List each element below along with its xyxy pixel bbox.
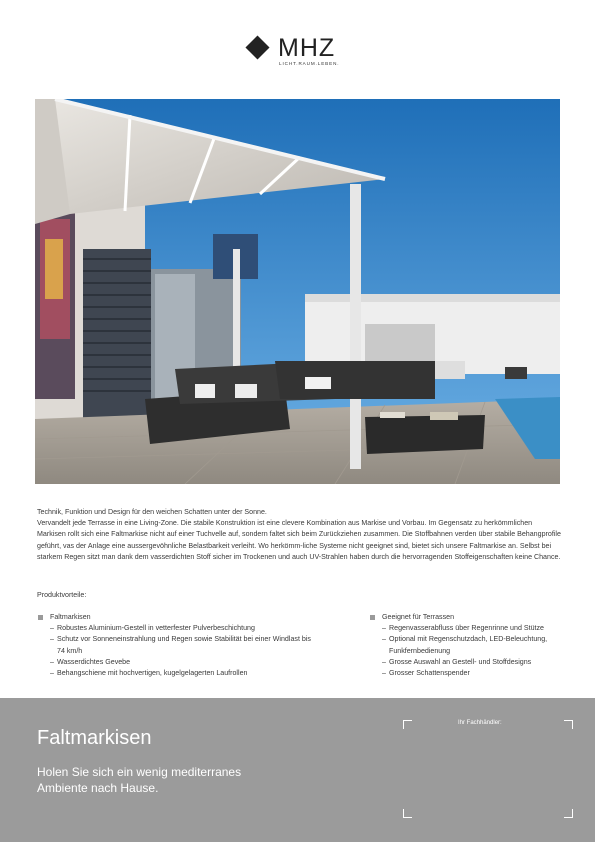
list-item: – Grosser Schattenspender bbox=[382, 668, 579, 679]
list-item: – Optional mit Regenschutzdach, LED-Beleuchtung, Funkfernbedienung bbox=[382, 634, 579, 656]
advantages-left-column bbox=[37, 612, 327, 679]
intro-text bbox=[37, 507, 562, 563]
brand-tagline: LICHT.RAUM.LEBEN. bbox=[279, 61, 340, 66]
brand-logo bbox=[246, 36, 356, 70]
square-bullet-icon bbox=[370, 615, 375, 620]
list-item: – Grosse Auswahl an Gestell- und Stoffdesigns bbox=[382, 657, 579, 668]
diamond-logo-icon bbox=[245, 35, 269, 59]
corner-mark bbox=[403, 809, 412, 818]
intro-body: Vervandelt jede Terrasse in eine Living-Zone. Die stabile Konstruktion ist eine clevere Kombination aus Markise und Vorbau. Im Gegensatz zu herkömmlichen Markisen rollt sich eine Faltmarkise nicht auf einer Tuchvelle auf, sondern faltet sich beim Zurückziehen zusammen. Die Stoffbahnen verden über stabile Behangprofile geführt, vas der Anlage eine aussergevöhnliche Belastbarkeit verleiht. Wo herkömm-liche Systeme nicht geeignet sind, bietet sich unsere Faltmarkise an. Selbst bei starkem Regen sitzt man dank dem vasserdichten Stoff sicher im Trockenen und auch UV-Strahlen haben durch die hervorragenden Stoffeigenschaften keine Chance. bbox=[37, 519, 561, 561]
advantages-right-column bbox=[369, 612, 579, 679]
corner-mark bbox=[564, 809, 573, 818]
dealer-label: Ihr Fachhändler: bbox=[458, 720, 502, 726]
advantages-title: Produktvorteile: bbox=[37, 591, 87, 599]
list-item: – Behangschiene mit hochvertigen, kugelgelagerten Laufrollen bbox=[50, 668, 327, 679]
list-item: – Regenvasserabfluss über Regenrinne und Stütze bbox=[382, 623, 579, 634]
hero-photo bbox=[35, 99, 560, 484]
list-item: – Schutz vor Sonneneinstrahlung und Regen sowie Stabilität bei einer Windlast bis 74 km/h bbox=[50, 634, 312, 656]
footer-band bbox=[0, 698, 595, 842]
list-item: – Robustes Aluminium-Gestell in vetterfester Pulverbeschichtung bbox=[50, 623, 327, 634]
corner-mark bbox=[564, 720, 573, 729]
list-item: – Wasserdichtes Gevebe bbox=[50, 657, 327, 668]
corner-mark bbox=[403, 720, 412, 729]
square-bullet-icon bbox=[38, 615, 43, 620]
brand-name: MHZ bbox=[278, 34, 336, 62]
intro-lead: Technik, Funktion und Design für den weichen Schatten unter der Sonne. bbox=[37, 508, 267, 516]
dealer-box bbox=[403, 720, 573, 818]
footer-subtitle: Holen Sie sich ein wenig mediterranes Ambiente nach Hause. bbox=[37, 765, 242, 795]
advantages-right-heading: Geeignet für Terrassen bbox=[382, 613, 455, 621]
footer-title: Faltmarkisen bbox=[37, 727, 152, 749]
advantages-left-heading: Faltmarkisen bbox=[50, 613, 91, 621]
